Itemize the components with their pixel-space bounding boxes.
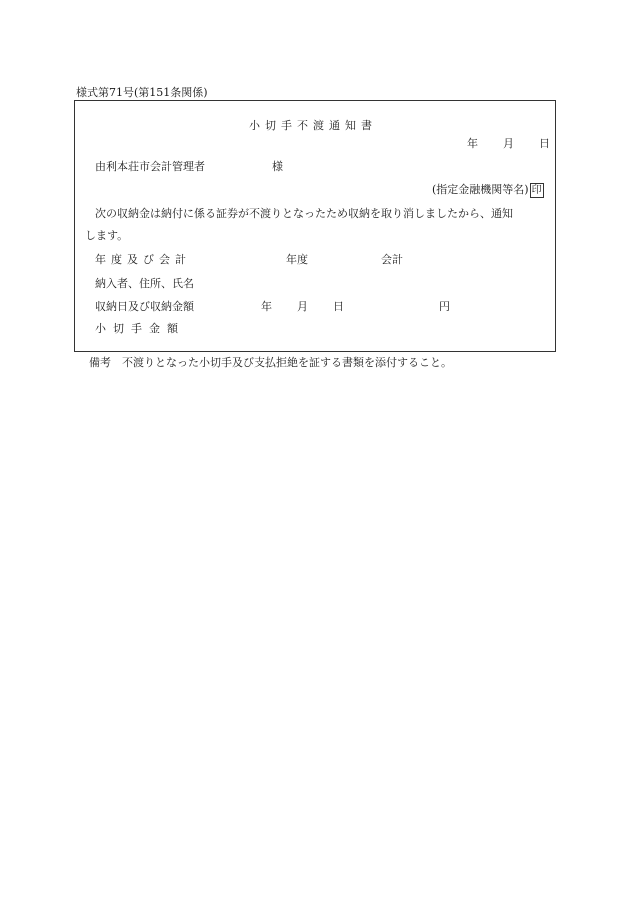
receipt-month-label: 月	[297, 300, 308, 313]
seal-stamp: 印	[531, 185, 542, 196]
note-text: 不渡りとなった小切手及び支払拒絶を証する書類を添付すること。	[122, 356, 452, 369]
note-label: 備考	[89, 356, 111, 369]
form-title: 小切手不渡通知書	[249, 119, 377, 132]
sender-name: (指定金融機関等名)	[432, 183, 529, 196]
receipt-year-label: 年	[261, 300, 272, 313]
form-number: 様式第71号(第151条関係)	[76, 86, 208, 99]
receipt-label: 収納日及び収納金額	[95, 300, 194, 313]
addressee: 由利本荘市会計管理者	[95, 160, 205, 173]
sender-line	[432, 183, 544, 198]
receipt-day-label: 日	[333, 300, 344, 313]
body-line-1: 次の収納金は納付に係る証券が不渡りとなったため収納を取り消しましたから、通知	[95, 207, 513, 220]
fiscal-label: 年度及び会計	[95, 253, 191, 266]
account-suffix: 会計	[381, 253, 403, 266]
check-amount-label: 小切手金額	[95, 322, 185, 335]
note	[89, 356, 452, 370]
body-line-2: します。	[85, 229, 129, 242]
yen-label: 円	[439, 300, 450, 313]
date-month-label: 月	[503, 137, 514, 150]
honorific: 様	[272, 160, 283, 173]
notice-form	[74, 100, 556, 352]
date-year-label: 年	[467, 137, 478, 150]
payer-label: 納入者、住所、氏名	[95, 277, 194, 290]
fiscal-year-suffix: 年度	[286, 253, 308, 266]
date-day-label: 日	[539, 137, 550, 150]
